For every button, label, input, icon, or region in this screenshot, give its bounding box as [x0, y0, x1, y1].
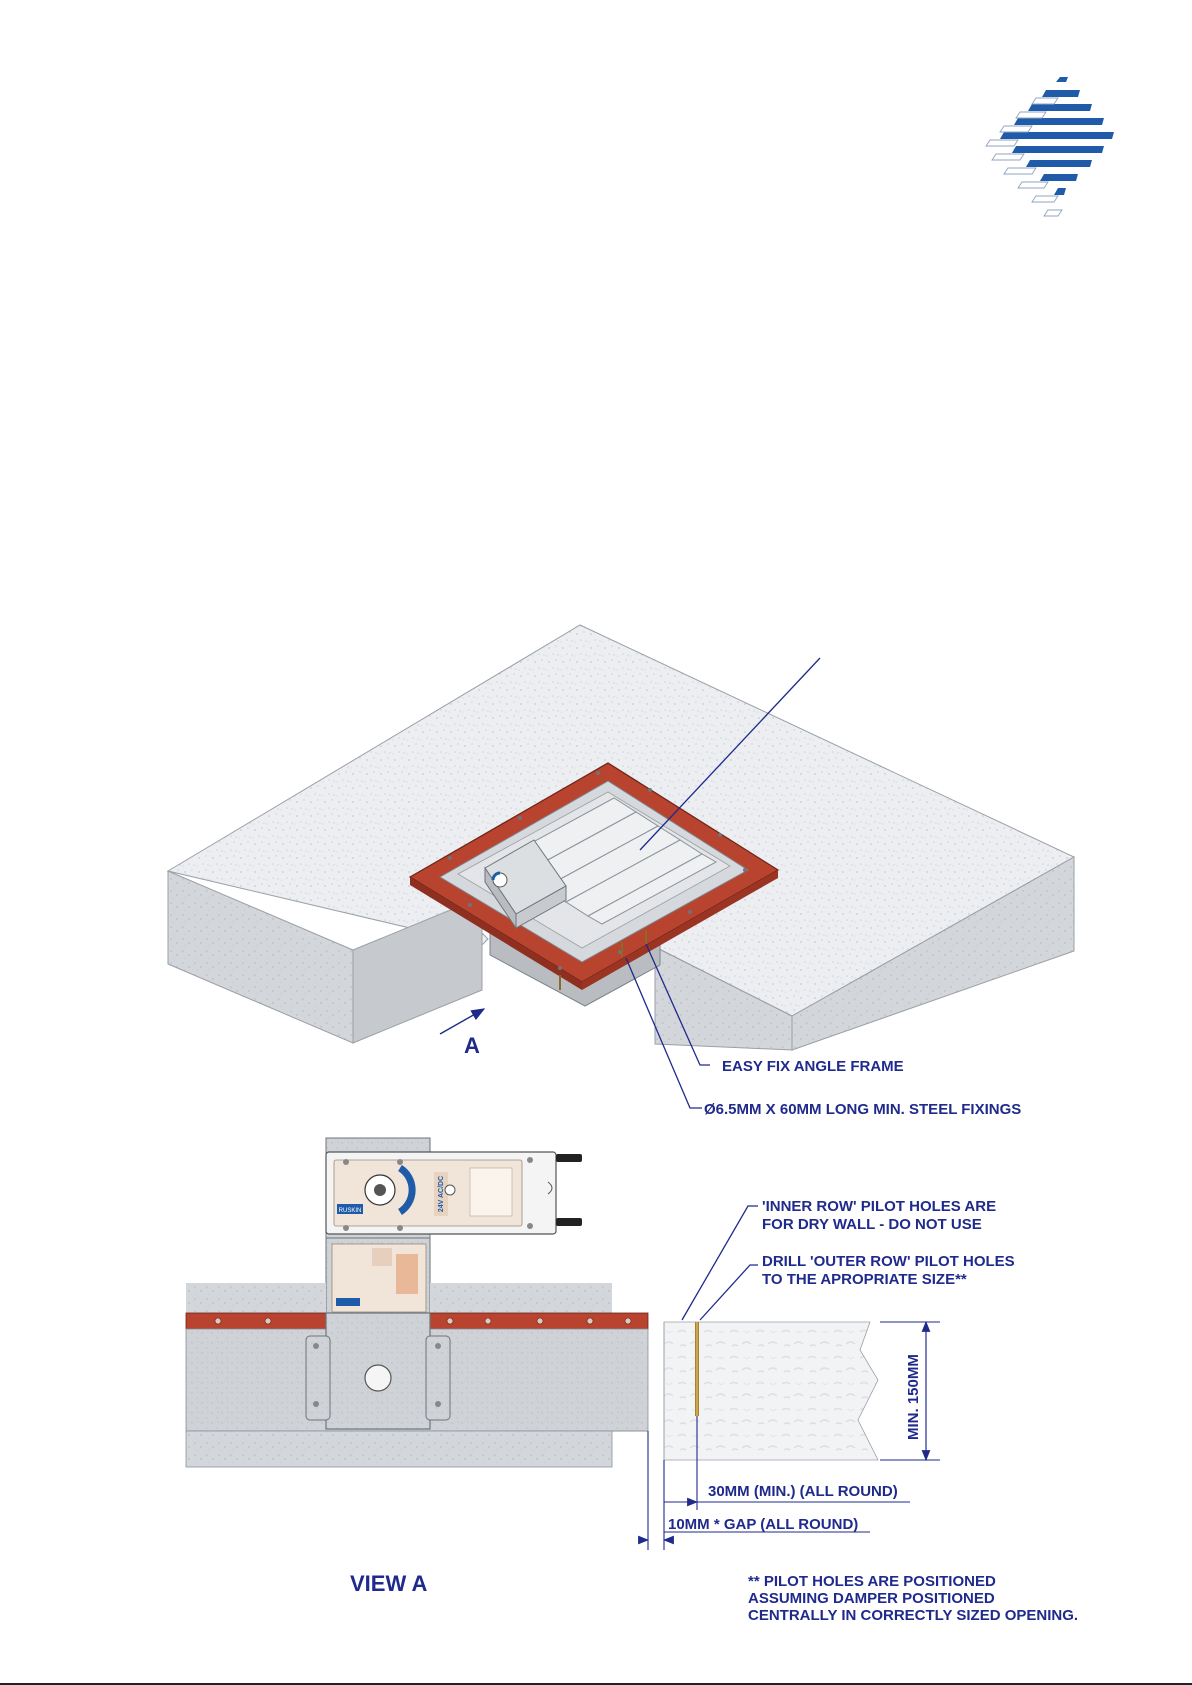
- dimension-depth-label: MIN. 150MM: [905, 1354, 922, 1440]
- callout-outer-row-line2: TO THE APROPRIATE SIZE**: [762, 1271, 967, 1288]
- callout-outer-row-line1: DRILL 'OUTER ROW' PILOT HOLES: [762, 1253, 1015, 1270]
- footnote-line3: CENTRALLY IN CORRECTLY SIZED OPENING.: [748, 1607, 1079, 1624]
- damper-casing-lower-strip: [186, 1431, 612, 1467]
- section-view-a: [186, 1138, 878, 1467]
- wall-section-upper-right: [430, 1283, 612, 1313]
- logo-solid-stripes: [1000, 77, 1114, 195]
- view-a-marker-label: A: [464, 1033, 480, 1058]
- callout-steel-fixings: Ø6.5MM X 60MM LONG MIN. STEEL FIXINGS: [704, 1101, 1022, 1118]
- actuator-body: [326, 1152, 582, 1234]
- company-logo: [986, 77, 1114, 216]
- wall-section-upper-left: [186, 1283, 326, 1313]
- dimension-gap-label: 10MM * GAP (ALL ROUND): [668, 1516, 859, 1533]
- view-a-arrow: [440, 1009, 484, 1034]
- footnote-line2: ASSUMING DAMPER POSITIONED: [748, 1590, 995, 1607]
- callout-angle-frame: EASY FIX ANGLE FRAME: [722, 1058, 904, 1075]
- callout-inner-row-line2: FOR DRY WALL - DO NOT USE: [762, 1216, 982, 1233]
- view-a-title: VIEW A: [350, 1571, 428, 1596]
- callout-inner-row-line1: 'INNER ROW' PILOT HOLES ARE: [762, 1198, 997, 1215]
- logo-outline-stripes: [986, 98, 1062, 216]
- dimension-overlap-label: 30MM (MIN.) (ALL ROUND): [708, 1483, 898, 1500]
- footnote-line1: ** PILOT HOLES ARE POSITIONED: [748, 1573, 996, 1590]
- actuator-brand-label: RUSKIN: [338, 1208, 362, 1214]
- actuator-voltage-label: 24V AC/DC: [438, 1175, 445, 1213]
- actuator-lower-label: [332, 1244, 426, 1312]
- spigot-plate: [306, 1313, 450, 1429]
- inner-row-leader: [682, 1206, 758, 1320]
